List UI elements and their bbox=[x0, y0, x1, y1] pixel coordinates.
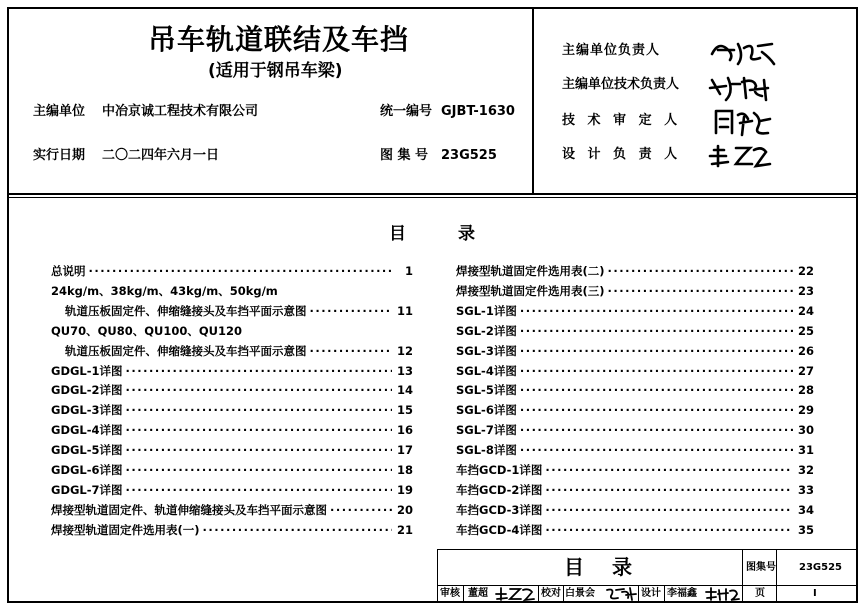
toc-entry bbox=[51, 483, 413, 497]
toc-entry bbox=[51, 463, 413, 477]
toc-entry-title: SGL-8详图 bbox=[456, 443, 517, 458]
effective-date-value: 二〇二四年六月一日 bbox=[102, 148, 220, 163]
title-block-atlas-label: 图集号 bbox=[746, 562, 776, 573]
toc-entry-title: 焊接型轨道固定件、轨道伸缩缝接头及车挡平面示意图 bbox=[51, 502, 327, 517]
toc-leader-dots bbox=[520, 324, 793, 338]
checked-label: 校对 bbox=[541, 588, 561, 599]
tb-sep bbox=[638, 585, 639, 603]
signature-chief-unit-head bbox=[708, 38, 778, 68]
header-bottom-line bbox=[7, 193, 858, 195]
toc-entry-page: 24 bbox=[797, 303, 814, 318]
toc-entry-page: 22 bbox=[797, 264, 814, 278]
checked-name: 白景会 bbox=[565, 588, 595, 599]
designed-label: 设计 bbox=[641, 588, 661, 599]
atlas-no-label: 图 集 号 bbox=[380, 148, 429, 163]
unified-no-value: GJBT-1630 bbox=[441, 104, 515, 119]
toc-entry-page: 31 bbox=[797, 443, 814, 458]
title-block-name: 目 录 bbox=[564, 555, 636, 579]
tb-sep bbox=[463, 585, 464, 603]
toc-entry-title: GDGL-1详图 bbox=[51, 363, 123, 378]
toc-entry-title: GDGL-2详图 bbox=[51, 383, 123, 398]
toc-entry-title: 车挡GCD-2详图 bbox=[456, 482, 543, 497]
toc-entry-title: 车挡GCD-1详图 bbox=[456, 463, 543, 477]
toc-entry-page: 11 bbox=[396, 303, 413, 318]
toc-entry-page: 26 bbox=[797, 343, 814, 358]
toc-entry bbox=[456, 523, 814, 537]
toc-entry bbox=[51, 383, 413, 397]
toc-entry-page: 25 bbox=[797, 323, 814, 338]
toc-entry-title: GDGL-6详图 bbox=[51, 463, 123, 477]
toc-entry-title: 焊接型轨道固定件选用表(一) bbox=[51, 522, 200, 537]
toc-entry-page: 23 bbox=[797, 283, 814, 298]
toc-entry bbox=[456, 264, 814, 278]
toc-entry-title: SGL-4详图 bbox=[456, 363, 517, 378]
toc-entry-title: 车挡GCD-4详图 bbox=[456, 522, 543, 537]
atlas-no-value: 23G525 bbox=[441, 148, 497, 163]
toc-entry-title: 轨道压板固定件、伸缩缝接头及车挡平面示意图 bbox=[65, 343, 307, 358]
title-block-divider-2 bbox=[776, 549, 777, 603]
role-label-design-head: 设 计 负 责 人 bbox=[562, 147, 682, 162]
toc-entry-title: 24kg/m、38kg/m、43kg/m、50kg/m bbox=[51, 283, 278, 298]
header-divider bbox=[532, 7, 534, 195]
signature-design-head bbox=[706, 142, 772, 170]
toc-leader-dots bbox=[126, 483, 392, 497]
toc-entry-title: SGL-5详图 bbox=[456, 383, 517, 398]
toc-entry-title: 轨道压板固定件、伸缩缝接头及车挡平面示意图 bbox=[65, 303, 307, 318]
toc-entry-title: SGL-2详图 bbox=[456, 323, 517, 338]
tb-sep bbox=[538, 585, 539, 603]
toc-heading: 目 录 bbox=[389, 224, 481, 244]
toc-entry bbox=[51, 364, 413, 378]
toc-entry-title: SGL-7详图 bbox=[456, 423, 517, 438]
toc-leader-dots bbox=[545, 463, 793, 477]
toc-entry-page: 18 bbox=[396, 463, 413, 477]
toc-leader-dots bbox=[126, 403, 392, 417]
toc-entry-page: 34 bbox=[797, 502, 814, 517]
toc-entry bbox=[456, 483, 814, 497]
toc-entry bbox=[51, 324, 413, 338]
reviewed-name: 董超 bbox=[468, 588, 488, 599]
toc-entry bbox=[456, 463, 814, 477]
toc-entry bbox=[456, 284, 814, 298]
header-inner-line bbox=[7, 197, 858, 198]
toc-leader-dots bbox=[126, 463, 392, 477]
toc-entry-title: GDGL-4详图 bbox=[51, 423, 123, 438]
toc-leader-dots bbox=[520, 304, 793, 318]
toc-entry bbox=[51, 523, 413, 537]
signature-reviewer bbox=[494, 586, 536, 602]
toc-entry bbox=[51, 423, 413, 437]
toc-leader-dots bbox=[89, 264, 393, 278]
reviewed-label: 审核 bbox=[440, 588, 460, 599]
toc-entry-title: 焊接型轨道固定件选用表(三) bbox=[456, 283, 605, 298]
toc-entry-page: 30 bbox=[797, 423, 814, 438]
toc-entry-page: 14 bbox=[396, 383, 413, 398]
toc-entry bbox=[456, 364, 814, 378]
unified-no-label: 统一编号 bbox=[380, 104, 433, 119]
page-label: 页 bbox=[755, 588, 765, 599]
toc-leader-dots bbox=[545, 523, 793, 537]
role-label-chief-unit-head: 主编单位负责人 bbox=[562, 43, 661, 58]
toc-leader-dots bbox=[520, 423, 793, 437]
toc-entry bbox=[51, 284, 413, 298]
toc-entry-page: 12 bbox=[396, 343, 413, 358]
toc-entry-title: GDGL-5详图 bbox=[51, 443, 123, 458]
toc-entry-page: 15 bbox=[396, 403, 413, 418]
toc-entry-page: 28 bbox=[797, 383, 814, 398]
signature-designer bbox=[704, 586, 740, 602]
title-block-atlas-value: 23G525 bbox=[799, 562, 842, 573]
toc-entry bbox=[65, 344, 413, 358]
toc-leader-dots bbox=[520, 344, 793, 358]
toc-entry bbox=[456, 324, 814, 338]
toc-entry bbox=[456, 344, 814, 358]
toc-leader-dots bbox=[520, 364, 793, 378]
toc-entry bbox=[456, 503, 814, 517]
toc-entry-page: 21 bbox=[396, 522, 413, 537]
toc-leader-dots bbox=[608, 264, 793, 278]
toc-entry bbox=[51, 403, 413, 417]
toc-leader-dots bbox=[545, 483, 793, 497]
toc-entry-page: 16 bbox=[396, 423, 413, 438]
toc-entry-title: QU70、QU80、QU100、QU120 bbox=[51, 323, 242, 338]
designed-name: 李福鑫 bbox=[667, 588, 697, 599]
toc-entry-page: 20 bbox=[396, 502, 413, 517]
toc-entry-page: 13 bbox=[396, 363, 413, 378]
toc-entry bbox=[456, 443, 814, 457]
toc-leader-dots bbox=[520, 403, 793, 417]
tb-sep bbox=[664, 585, 665, 603]
toc-entry bbox=[456, 383, 814, 397]
role-label-chief-tech-head: 主编单位技术负责人 bbox=[562, 77, 680, 92]
toc-entry-page: 1 bbox=[404, 264, 413, 278]
toc-entry-page: 19 bbox=[396, 482, 413, 497]
signature-tech-approver bbox=[710, 107, 774, 137]
toc-leader-dots bbox=[126, 364, 392, 378]
signature-chief-tech-head bbox=[706, 72, 776, 104]
toc-leader-dots bbox=[330, 503, 392, 517]
toc-entry bbox=[51, 443, 413, 457]
page-value: Ⅰ bbox=[813, 588, 817, 599]
toc-entry bbox=[51, 503, 413, 517]
toc-entry-title: GDGL-3详图 bbox=[51, 403, 123, 418]
toc-entry bbox=[456, 403, 814, 417]
toc-leader-dots bbox=[545, 503, 793, 517]
toc-entry bbox=[456, 304, 814, 318]
toc-leader-dots bbox=[203, 523, 392, 537]
chief-unit-value: 中冶京诚工程技术有限公司 bbox=[102, 104, 259, 119]
toc-leader-dots bbox=[126, 423, 392, 437]
toc-leader-dots bbox=[520, 443, 793, 457]
toc-entry-page: 35 bbox=[797, 522, 814, 537]
document-subtitle: (适用于钢吊车梁) bbox=[208, 61, 343, 81]
toc-leader-dots bbox=[520, 383, 793, 397]
role-label-tech-approver: 技 术 审 定 人 bbox=[562, 113, 682, 128]
toc-entry-title: SGL-3详图 bbox=[456, 343, 517, 358]
toc-entry-page: 32 bbox=[797, 463, 814, 477]
toc-leader-dots bbox=[126, 383, 392, 397]
toc-entry-title: 焊接型轨道固定件选用表(二) bbox=[456, 264, 605, 278]
toc-entry-title: GDGL-7详图 bbox=[51, 482, 123, 497]
toc-leader-dots bbox=[126, 443, 392, 457]
toc-entry bbox=[65, 304, 413, 318]
chief-unit-label: 主编单位 bbox=[33, 104, 86, 119]
signature-checker bbox=[604, 586, 638, 602]
toc-entry-title: SGL-1详图 bbox=[456, 303, 517, 318]
toc-leader-dots bbox=[310, 344, 393, 358]
document-title: 吊车轨道联结及车挡 bbox=[148, 23, 410, 56]
toc-entry-page: 17 bbox=[396, 443, 413, 458]
toc-entry bbox=[51, 264, 413, 278]
toc-leader-dots bbox=[608, 284, 793, 298]
toc-entry-title: 总说明 bbox=[51, 264, 86, 278]
toc-entry-page: 33 bbox=[797, 482, 814, 497]
toc-entry-page: 29 bbox=[797, 403, 814, 418]
tb-sep bbox=[563, 585, 564, 603]
title-block-divider-1 bbox=[742, 549, 743, 603]
toc-entry-page: 27 bbox=[797, 363, 814, 378]
toc-entry bbox=[456, 423, 814, 437]
effective-date-label: 实行日期 bbox=[33, 148, 86, 163]
toc-entry-title: 车挡GCD-3详图 bbox=[456, 502, 543, 517]
toc-entry-title: SGL-6详图 bbox=[456, 403, 517, 418]
toc-leader-dots bbox=[310, 304, 393, 318]
